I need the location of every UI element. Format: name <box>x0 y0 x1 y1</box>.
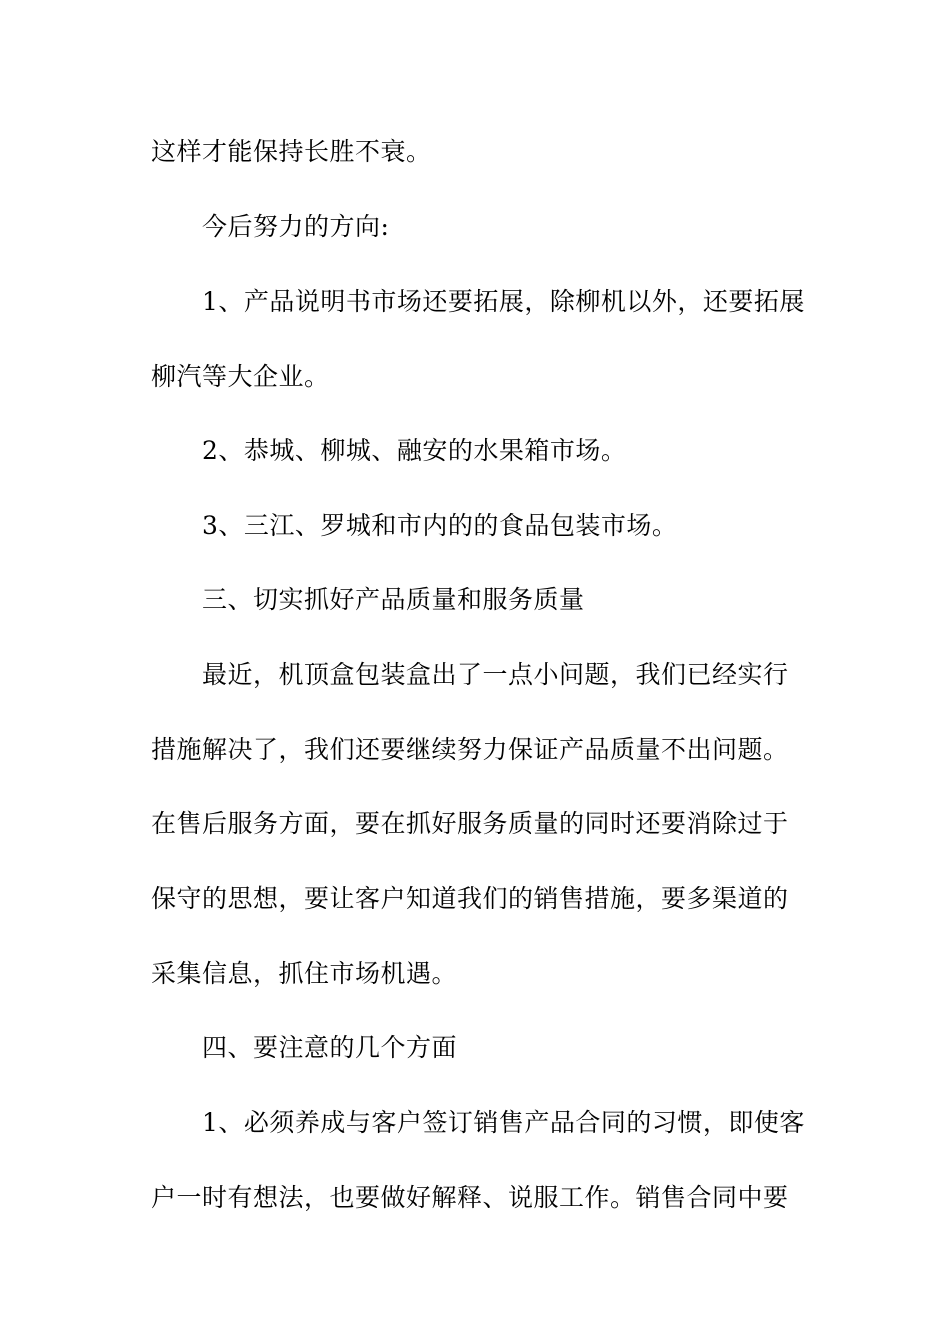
text-line: 柳汽等大企业。 <box>151 362 330 391</box>
section-heading: 四、要注意的几个方面 <box>202 1033 458 1062</box>
text-line: 在售后服务方面，要在抓好服务质量的同时还要消除过于 <box>151 809 789 838</box>
text-line: 1、产品说明书市场还要拓展，除柳机以外，还要拓展 <box>202 287 805 316</box>
text-line: 1、必须养成与客户签订销售产品合同的习惯，即使客 <box>202 1108 805 1137</box>
text-line: 采集信息，抓住市场机遇。 <box>151 959 458 988</box>
text-line: 今后努力的方向: <box>202 212 390 241</box>
text-line: 保守的思想，要让客户知道我们的销售措施，要多渠道的 <box>151 884 789 913</box>
text-line: 2、恭城、柳城、融安的水果箱市场。 <box>202 436 627 465</box>
text-line: 3、三江、罗城和市内的的食品包装市场。 <box>202 511 678 540</box>
text-line: 最近，机顶盒包装盒出了一点小问题，我们已经实行 <box>202 660 789 689</box>
text-line: 户一时有想法，也要做好解释、说服工作。销售合同中要 <box>151 1183 789 1212</box>
section-heading: 三、切实抓好产品质量和服务质量 <box>202 585 585 614</box>
text-line: 措施解决了，我们还要继续努力保证产品质量不出问题。 <box>151 735 789 764</box>
text-line: 这样才能保持长胜不衰。 <box>151 137 432 166</box>
